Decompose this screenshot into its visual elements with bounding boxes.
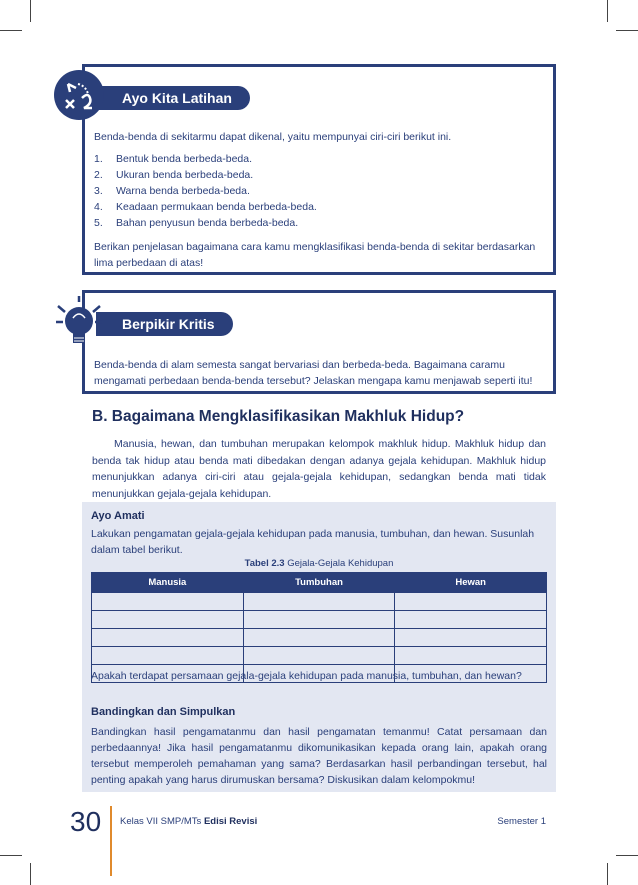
amati-text: Lakukan pengamatan gejala-gejala kehidupan pada manusia, tumbuhan, dan hewan. Susunlah dalam tabel berikut. bbox=[91, 528, 535, 556]
crop-mark bbox=[30, 0, 31, 22]
list-item: 3. Warna benda berbeda-beda. bbox=[94, 185, 250, 197]
table-cell[interactable] bbox=[92, 593, 244, 611]
table-cell[interactable] bbox=[395, 629, 547, 647]
table-cell[interactable] bbox=[92, 629, 244, 647]
compare-text: Bandingkan hasil pengamatanmu dan hasil pengamatan temanmu! Catat persamaan dan perbedaannya! Jika hasil pengamatanmu dikomunikasikan kepada orang lain, apakah orang tersebut memperoleh pemahaman yang sama? Berdasarkan hasil perbandingan tersebut, hal penting apakah yang harus dirumuskan bersama? Diskusikan dalam kelompokmu! bbox=[91, 726, 547, 786]
latihan-title: Ayo Kita Latihan bbox=[96, 86, 250, 110]
latihan-instruction: Berikan penjelasan bagaimana cara kamu mengklasifikasi benda-benda di sekitar berdasarkan lima perbedaan di atas! bbox=[94, 241, 536, 269]
crop-mark bbox=[616, 855, 638, 856]
crop-mark bbox=[0, 30, 22, 31]
table-cell[interactable] bbox=[395, 593, 547, 611]
amati-title: Ayo Amati bbox=[91, 510, 145, 522]
column-header: Manusia bbox=[92, 573, 244, 593]
table-cell[interactable] bbox=[243, 611, 395, 629]
crop-mark bbox=[0, 855, 22, 856]
column-header: Tumbuhan bbox=[243, 573, 395, 593]
compare-title: Bandingkan dan Simpulkan bbox=[91, 706, 236, 718]
table-cell[interactable] bbox=[92, 611, 244, 629]
table-row bbox=[92, 629, 547, 647]
kritis-box bbox=[82, 290, 556, 394]
kritis-title: Berpikir Kritis bbox=[96, 312, 233, 336]
crop-mark bbox=[616, 30, 638, 31]
table-row bbox=[92, 611, 547, 629]
latihan-intro: Benda-benda di sekitarmu dapat dikenal, yaitu mempunyai ciri-ciri berikut ini. bbox=[94, 131, 452, 143]
list-item: 5. Bahan penyusun benda berbeda-beda. bbox=[94, 217, 299, 229]
amati-panel bbox=[82, 502, 556, 792]
list-item: 4. Keadaan permukaan benda berbeda-beda. bbox=[94, 201, 317, 213]
crop-mark bbox=[607, 863, 608, 885]
section-heading: B. Bagaimana Mengklasifikasikan Makhluk Hidup? bbox=[92, 408, 465, 425]
observation-table-wrap bbox=[91, 572, 547, 683]
footer-book: Kelas VII SMP/MTs Edisi Revisi bbox=[120, 816, 258, 827]
table-caption: Tabel 2.3 Gejala-Gejala Kehidupan bbox=[244, 558, 394, 569]
crop-mark bbox=[607, 0, 608, 22]
footer-divider bbox=[110, 806, 112, 876]
table-row bbox=[92, 647, 547, 665]
kritis-text: Benda-benda di alam semesta sangat bervariasi dan berbeda-beda. Bagaimana caramu mengamati perbedaan benda-benda tersebut? Jelaskan mengapa kamu menjawab seperti itu! bbox=[94, 359, 533, 387]
table-cell[interactable] bbox=[395, 647, 547, 665]
observation-table bbox=[91, 572, 547, 683]
table-cell[interactable] bbox=[243, 629, 395, 647]
table-cell[interactable] bbox=[243, 647, 395, 665]
section-paragraph: Manusia, hewan, dan tumbuhan merupakan kelompok makhluk hidup. Makhluk hidup dan benda tak hidup atau benda mati dibedakan dengan adanya gejala kehidupan. Makhluk hidup menunjukkan adanya ciri-ciri atau gejala-gejala kehidupan, sedangkan benda mati tidak menunjukkan gejala-gejala kehidupan. bbox=[92, 438, 546, 500]
latihan-list bbox=[94, 151, 317, 231]
lightbulb-icon bbox=[54, 296, 104, 346]
table-cell[interactable] bbox=[243, 593, 395, 611]
list-item: 2. Ukuran benda berbeda-beda. bbox=[94, 169, 254, 181]
page-number: 30 bbox=[70, 806, 102, 837]
list-item: 1. Bentuk benda berbeda-beda. bbox=[94, 153, 253, 165]
footer-semester: Semester 1 bbox=[497, 816, 546, 827]
table-cell[interactable] bbox=[92, 647, 244, 665]
table-cell[interactable] bbox=[395, 611, 547, 629]
column-header: Hewan bbox=[395, 573, 547, 593]
amati-question: Apakah terdapat persamaan gejala-gejala kehidupan pada manusia, tumbuhan, dan hewan? bbox=[91, 670, 522, 682]
crop-mark bbox=[30, 863, 31, 885]
puzzle-strategy-icon bbox=[54, 70, 104, 120]
table-row bbox=[92, 593, 547, 611]
